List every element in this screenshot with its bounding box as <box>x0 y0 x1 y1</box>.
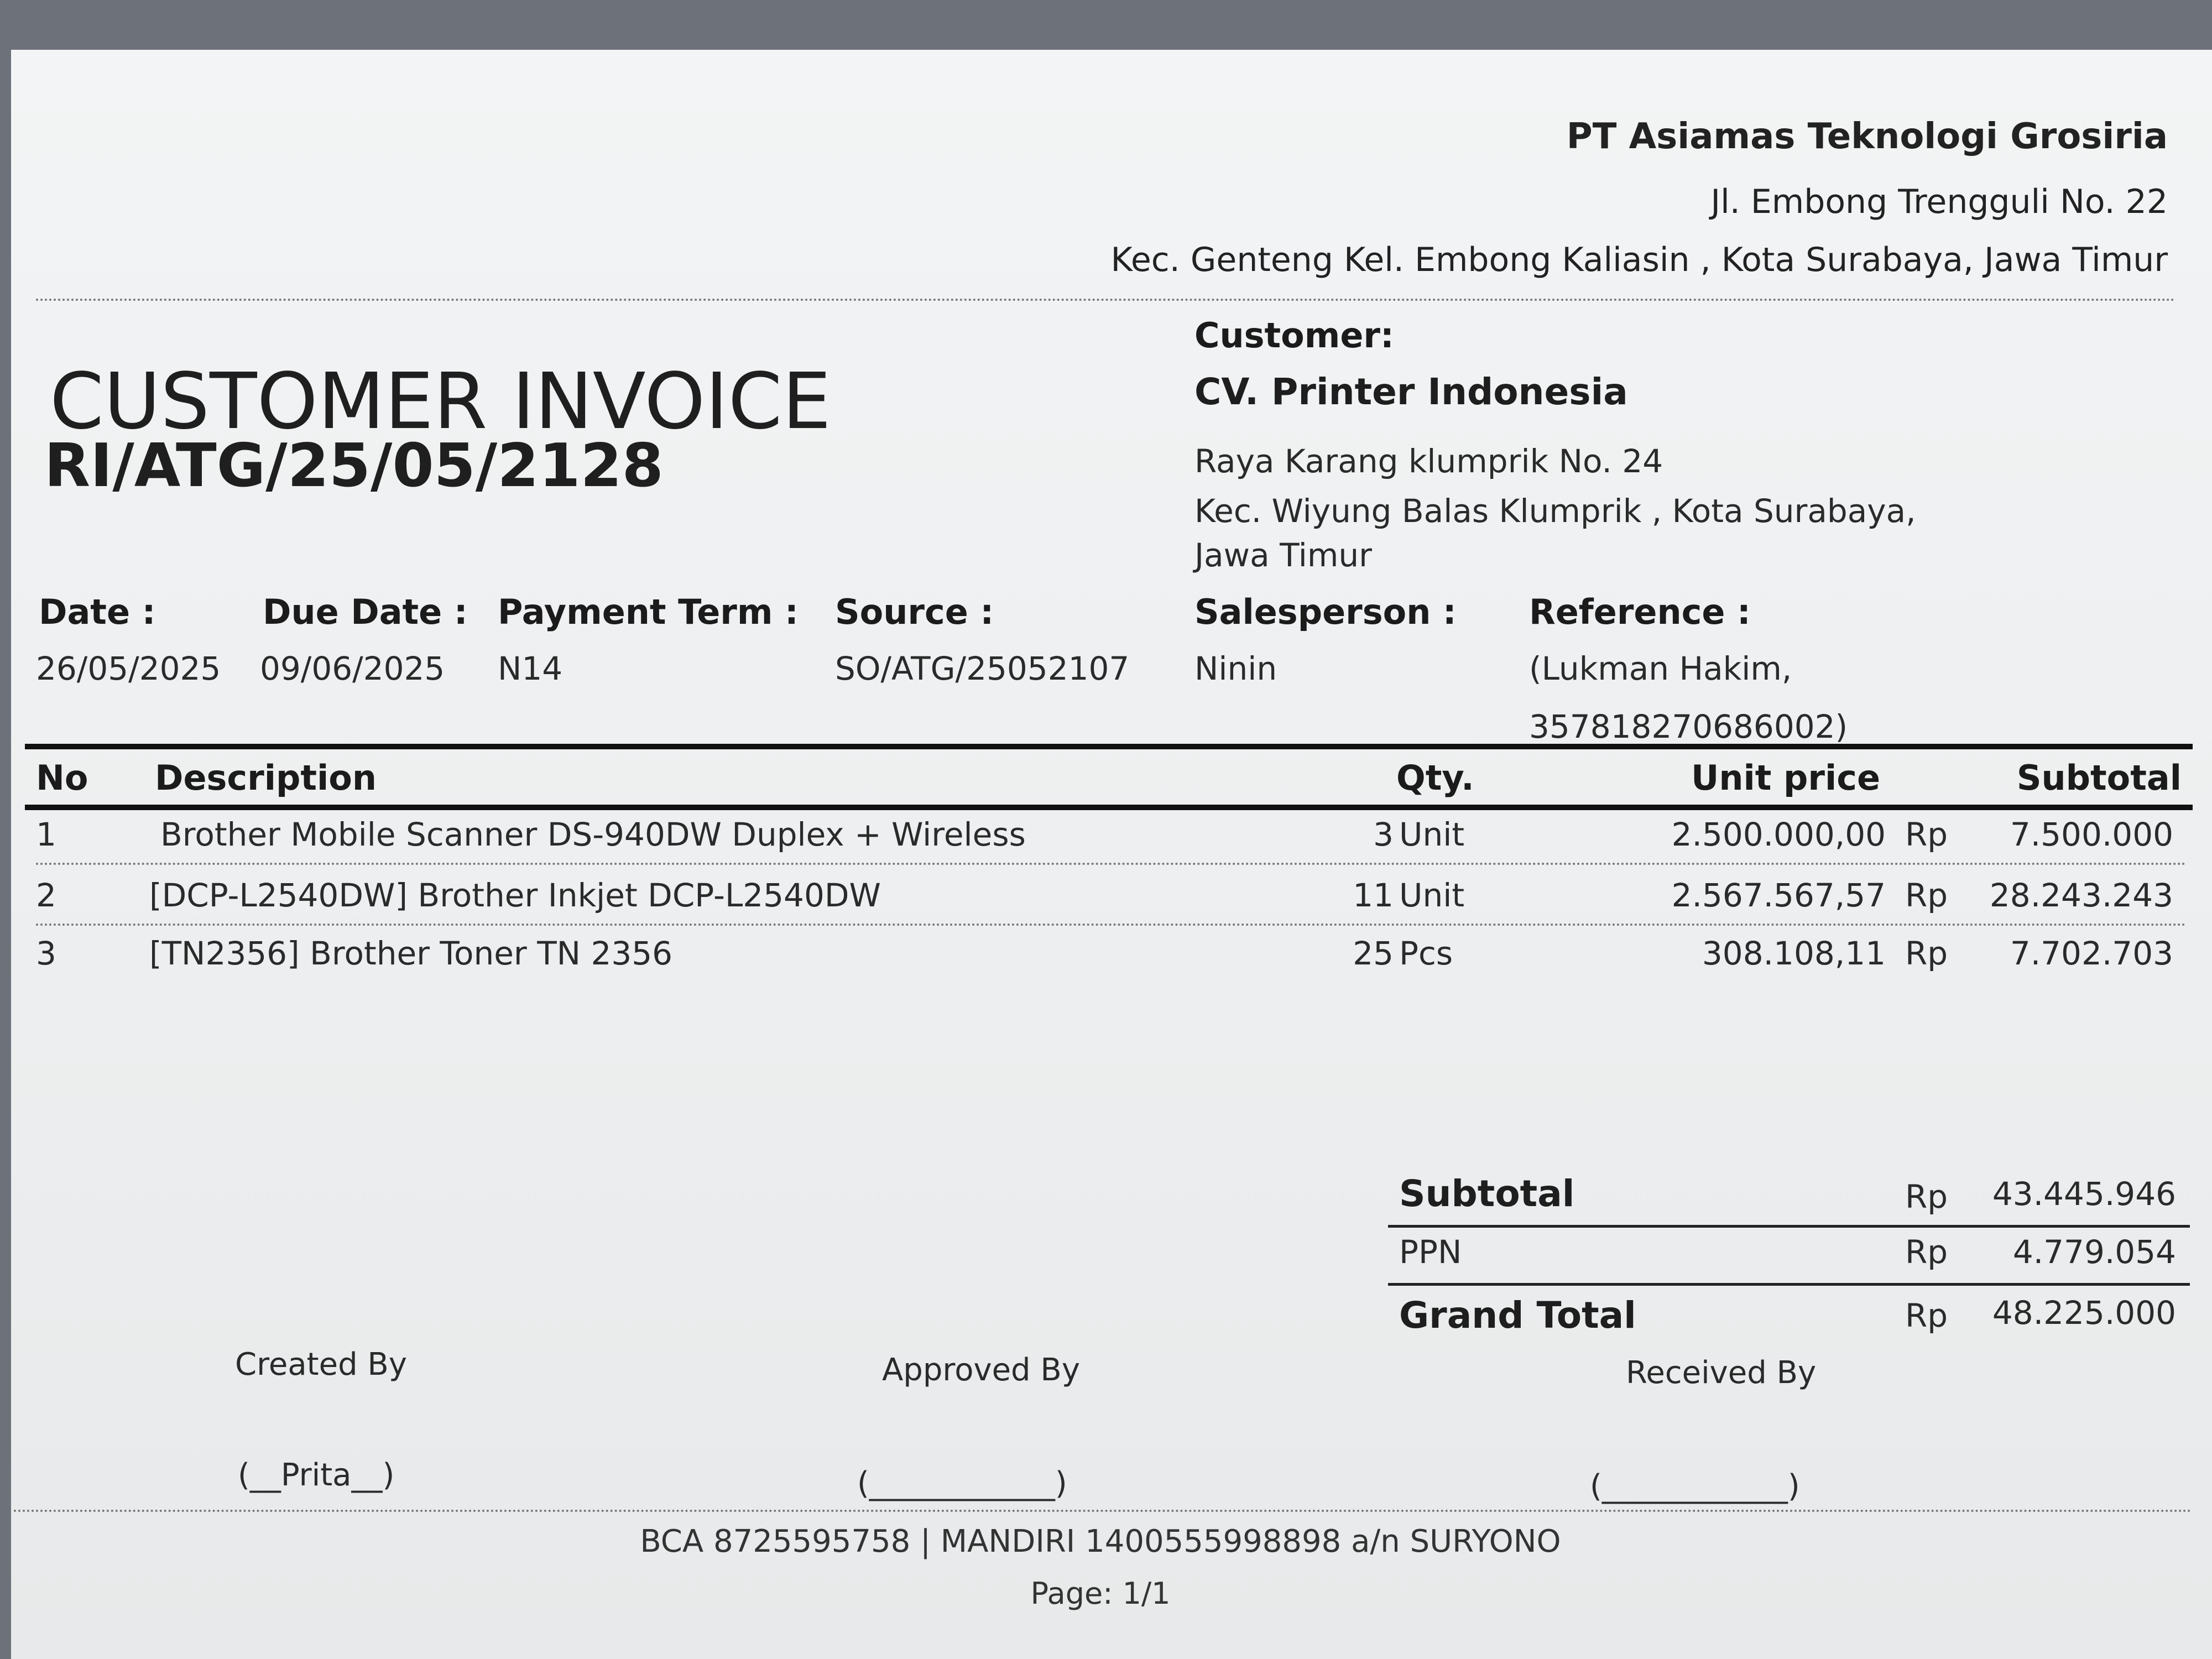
received-by-label: Received By <box>1626 1355 1817 1391</box>
row1-description: Brother Mobile Scanner DS-940DW Duplex + Wireless <box>160 816 1026 853</box>
row1-divider <box>36 863 2187 865</box>
approved-by-label: Approved By <box>882 1352 1080 1388</box>
row1-currency: Rp <box>1905 816 1948 853</box>
ppn-value: 4.779.054 <box>2012 1233 2176 1271</box>
customer-address-line3: Jawa Timur <box>1194 536 1372 574</box>
salesperson-value: Ninin <box>1194 650 1277 687</box>
source-value: SO/ATG/25052107 <box>835 650 1130 687</box>
row3-subtotal: 7.702.703 <box>2010 935 2173 972</box>
header-divider <box>36 299 2176 301</box>
customer-address-line1: Raya Karang klumprik No. 24 <box>1194 442 1663 480</box>
row2-qty: 11 <box>1353 877 1394 914</box>
col-description-header: Description <box>155 758 377 798</box>
approved-by-line: (____________) <box>857 1465 1067 1501</box>
row3-currency: Rp <box>1905 935 1948 972</box>
subtotal-value: 43.445.946 <box>1992 1175 2176 1213</box>
source-label: Source : <box>835 592 994 632</box>
invoice-title: CUSTOMER INVOICE <box>50 357 831 447</box>
col-qty-header: Qty. <box>1396 758 1474 798</box>
row1-no: 1 <box>36 816 56 853</box>
customer-address-line2: Kec. Wiyung Balas Klumprik , Kota Surabaya, <box>1194 492 1916 530</box>
grand-total-currency: Rp <box>1905 1297 1948 1334</box>
footer-divider <box>14 1510 2193 1512</box>
customer-label: Customer: <box>1194 315 1394 356</box>
customer-name: CV. Printer Indonesia <box>1194 371 1628 413</box>
ppn-currency: Rp <box>1905 1233 1948 1271</box>
reference-line1: (Lukman Hakim, <box>1529 650 1792 687</box>
grand-total-label: Grand Total <box>1399 1294 1636 1337</box>
row2-no: 2 <box>36 877 56 914</box>
row3-unit-price: 308.108,11 <box>1702 935 1886 972</box>
row3-qty: 25 <box>1353 935 1394 972</box>
created-by-name: (__Prita__) <box>238 1457 395 1493</box>
company-address-line2: Kec. Genteng Kel. Embong Kaliasin , Kota Surabaya, Jawa Timur <box>1110 241 2168 279</box>
col-unit-price-header: Unit price <box>1691 758 1880 798</box>
col-no-header: No <box>36 758 88 798</box>
reference-line2: 357818270686002) <box>1529 708 1848 745</box>
row2-divider <box>36 924 2187 926</box>
reference-label: Reference : <box>1529 592 1751 632</box>
due-date-label: Due Date : <box>263 592 468 632</box>
company-address-line1: Jl. Embong Trengguli No. 22 <box>1710 182 2168 221</box>
page-number: Page: 1/1 <box>1030 1576 1171 1611</box>
ppn-label: PPN <box>1399 1233 1462 1271</box>
payment-term-value: N14 <box>498 650 563 687</box>
col-subtotal-header: Subtotal <box>2016 758 2182 798</box>
date-value: 26/05/2025 <box>36 650 221 687</box>
date-label: Date : <box>39 592 156 632</box>
row1-unit-price: 2.500.000,00 <box>1671 816 1886 853</box>
table-top-rule <box>25 744 2193 749</box>
row2-currency: Rp <box>1905 877 1948 914</box>
row2-unit-price: 2.567.567,57 <box>1671 877 1886 914</box>
due-date-value: 09/06/2025 <box>260 650 445 687</box>
bank-info: BCA 8725595758 | MANDIRI 1400555998898 a/n SURYONO <box>640 1524 1561 1559</box>
invoice-paper <box>11 50 2212 1659</box>
row3-uom: Pcs <box>1399 935 1453 972</box>
payment-term-label: Payment Term : <box>498 592 799 632</box>
row2-description: [DCP-L2540DW] Brother Inkjet DCP-L2540DW <box>149 877 881 914</box>
salesperson-label: Salesperson : <box>1194 592 1457 632</box>
table-header-rule <box>25 805 2193 810</box>
row3-description: [TN2356] Brother Toner TN 2356 <box>149 935 673 972</box>
ppn-rule <box>1388 1283 2190 1286</box>
row1-qty: 3 <box>1373 816 1394 853</box>
created-by-label: Created By <box>235 1347 407 1383</box>
grand-total-value: 48.225.000 <box>1992 1294 2176 1332</box>
subtotal-rule <box>1388 1225 2190 1228</box>
row1-uom: Unit <box>1399 816 1465 853</box>
company-name: PT Asiamas Teknologi Grosiria <box>1566 116 2168 157</box>
row3-no: 3 <box>36 935 56 972</box>
row2-uom: Unit <box>1399 877 1465 914</box>
invoice-number: RI/ATG/25/05/2128 <box>44 431 664 500</box>
subtotal-currency: Rp <box>1905 1178 1948 1215</box>
row1-subtotal: 7.500.000 <box>2010 816 2173 853</box>
subtotal-label: Subtotal <box>1399 1172 1575 1215</box>
received-by-line: (____________) <box>1590 1468 1800 1504</box>
row2-subtotal: 28.243.243 <box>1989 877 2173 914</box>
